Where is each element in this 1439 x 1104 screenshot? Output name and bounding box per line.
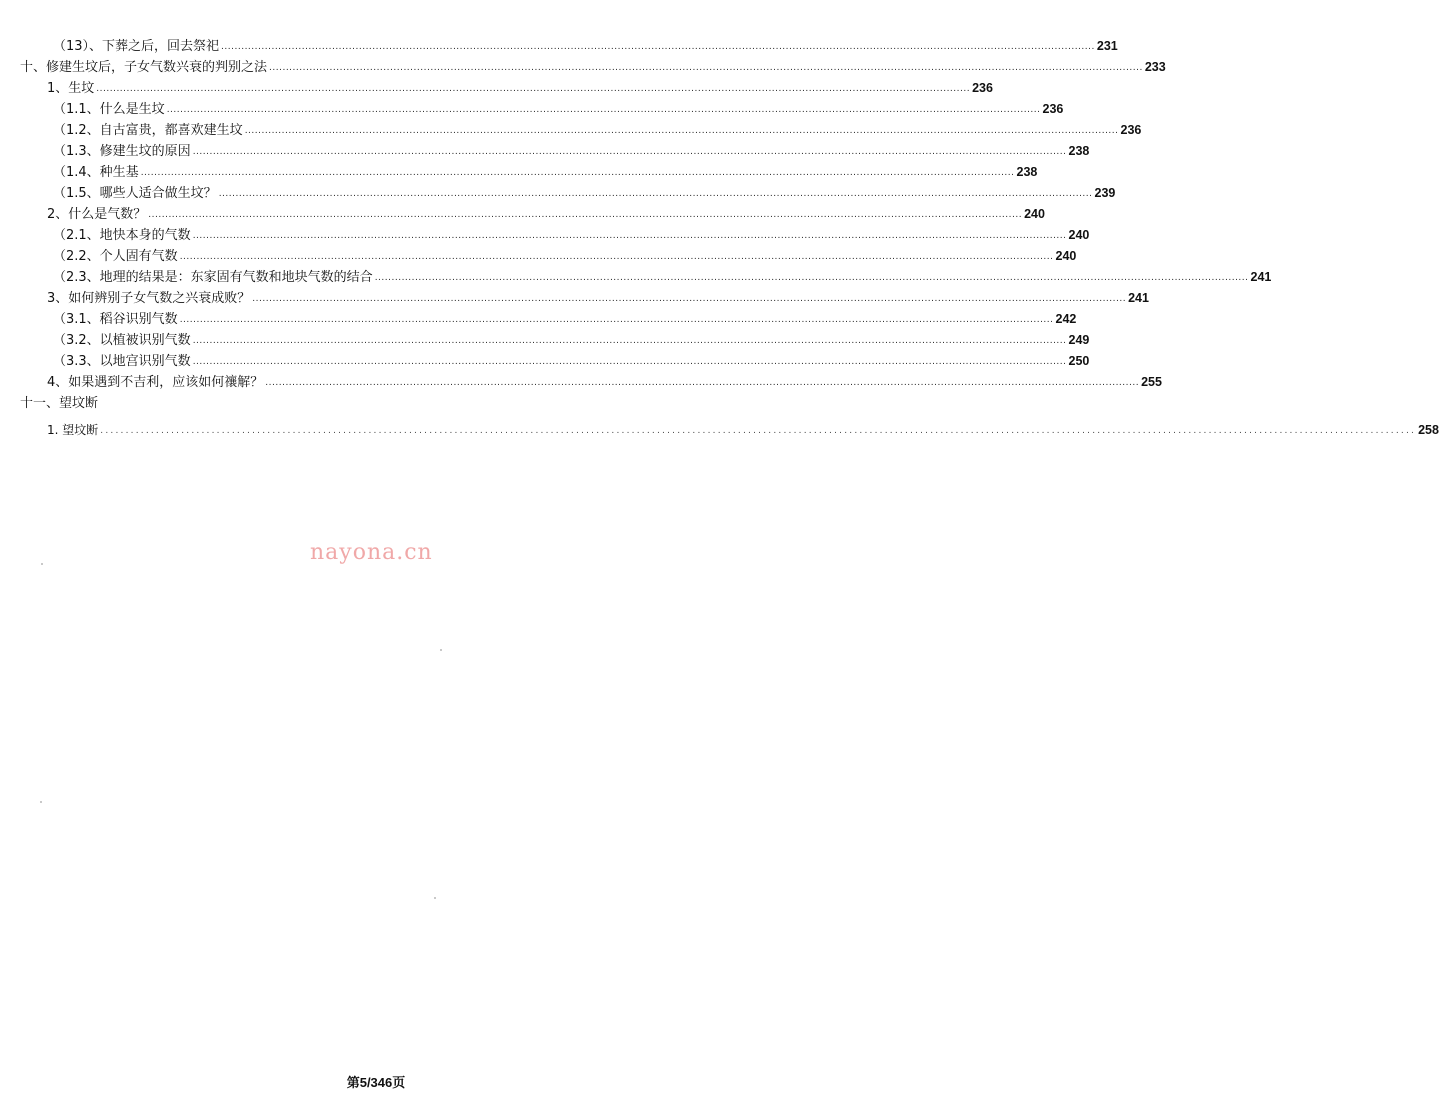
toc-entry-page: 242 [1055,312,1077,326]
toc-entry-title: （3.3、以地宫识别气数 [53,354,191,369]
toc-entry [0,78,993,99]
toc-entry-page: 255 [1141,375,1162,389]
toc-entry-page: 240 [1055,249,1077,263]
toc-entry-title: （1.2、自古富贵，都喜欢建生坟 [53,123,243,138]
dot-leader: .................................................................................................................................................................................................................................................................... [244,126,1119,136]
dot-leader: .................................................................................................................................................................................................................................................................... [166,105,1041,115]
dot-leader: .................................................................................................................................................................................................................................................................... [100,426,1417,436]
dot-leader: .................................................................................................................................................................................................................................................................... [192,357,1067,367]
dot-leader: .................................................................................................................................................................................................................................................................... [374,273,1249,283]
toc-entry [0,288,1149,309]
dot-leader: .................................................................................................................................................................................................................................................................... [269,63,1143,73]
toc-entry-title: （1.3、修建生坟的原因 [53,144,191,159]
toc-entry-title: （2.2、个人固有气数 [53,249,178,264]
toc-entry-title: （1.5、哪些人适合做生坟？ [53,186,217,201]
toc-entry [0,267,1272,288]
dot-leader: .................................................................................................................................................................................................................................................................... [252,294,1127,304]
toc-entry [0,330,1090,351]
toc-entry [0,420,1439,441]
scan-speck [41,563,43,565]
toc-entry [0,99,1064,120]
toc-entry-page: 233 [1144,60,1166,74]
toc-heading [0,393,752,414]
scan-speck [434,897,436,899]
toc-entry [0,57,1166,78]
dot-leader: .................................................................................................................................................................................................................................................................... [179,315,1054,325]
toc-entry-page: 238 [1016,165,1038,179]
dot-leader: .................................................................................................................................................................................................................................................................... [192,147,1067,157]
toc-entry [0,162,1038,183]
table-of-contents [0,36,1439,441]
dot-leader: .................................................................................................................................................................................................................................................................... [192,336,1067,346]
page-number-footer: 第5/346页 [346,1075,406,1090]
toc-entry-page: 240 [1024,207,1045,221]
toc-entry [0,225,1090,246]
toc-entry-title: （2.3、地理的结果是：东家固有气数和地块气数的结合 [53,270,373,285]
toc-entry-title: 十、修建生坟后，子女气数兴衰的判别之法 [20,60,268,75]
toc-entry-title: 3、如何辨别子女气数之兴衰成败？ [47,291,251,306]
watermark: nayona.cn [310,540,433,565]
toc-entry-title: 2、什么是气数？ [47,207,147,222]
scan-speck [440,649,442,651]
toc-heading-title: 十一、望坟断 [20,396,99,411]
toc-entry [0,183,1116,204]
toc-entry [0,36,1118,57]
toc-entry-page: 236 [1042,102,1064,116]
scan-speck [40,801,42,803]
toc-entry-page: 250 [1068,354,1090,368]
toc-entry-page: 231 [1096,39,1118,53]
toc-entry [0,351,1090,372]
dot-leader: .................................................................................................................................................................................................................................................................... [148,210,1023,220]
toc-entry-page: 236 [1120,123,1142,137]
dot-leader: .................................................................................................................................................................................................................................................................... [140,168,1015,178]
toc-entry-page: 249 [1068,333,1090,347]
dot-leader: .................................................................................................................................................................................................................................................................... [192,231,1067,241]
toc-entry-page: 241 [1250,270,1272,284]
toc-entry-page: 240 [1068,228,1090,242]
toc-entry [0,204,1045,225]
toc-entry [0,372,1162,393]
toc-entry-title: （3.2、以植被识别气数 [53,333,191,348]
toc-entry-title: 1. 望坟断 [47,423,99,437]
toc-entry-page: 258 [1418,423,1439,437]
toc-entry-page: 239 [1094,186,1116,200]
toc-entry-title: （1.1、什么是生坟 [53,102,165,117]
toc-entry-page: 241 [1128,291,1149,305]
toc-entry-page: 238 [1068,144,1090,158]
dot-leader: .................................................................................................................................................................................................................................................................... [179,252,1054,262]
toc-entry-title: 4、如果遇到不吉利，应该如何禳解？ [47,375,264,390]
dot-leader: .................................................................................................................................................................................................................................................................... [96,84,971,94]
toc-entry [0,120,1142,141]
toc-entry-title: （1.4、种生基 [53,165,139,180]
toc-entry-page: 236 [972,81,993,95]
toc-entry-title: 1、生坟 [47,81,95,96]
toc-entry-title: （2.1、地快本身的气数 [53,228,191,243]
dot-leader: .................................................................................................................................................................................................................................................................... [218,189,1093,199]
dot-leader: .................................................................................................................................................................................................................................................................... [221,42,1095,52]
toc-entry-title: （13）、下葬之后，回去祭祀 [53,39,220,54]
toc-entry [0,309,1077,330]
toc-entry-title: （3.1、稻谷识别气数 [53,312,178,327]
dot-leader: .................................................................................................................................................................................................................................................................... [265,378,1140,388]
toc-entry [0,246,1077,267]
toc-entry [0,141,1090,162]
